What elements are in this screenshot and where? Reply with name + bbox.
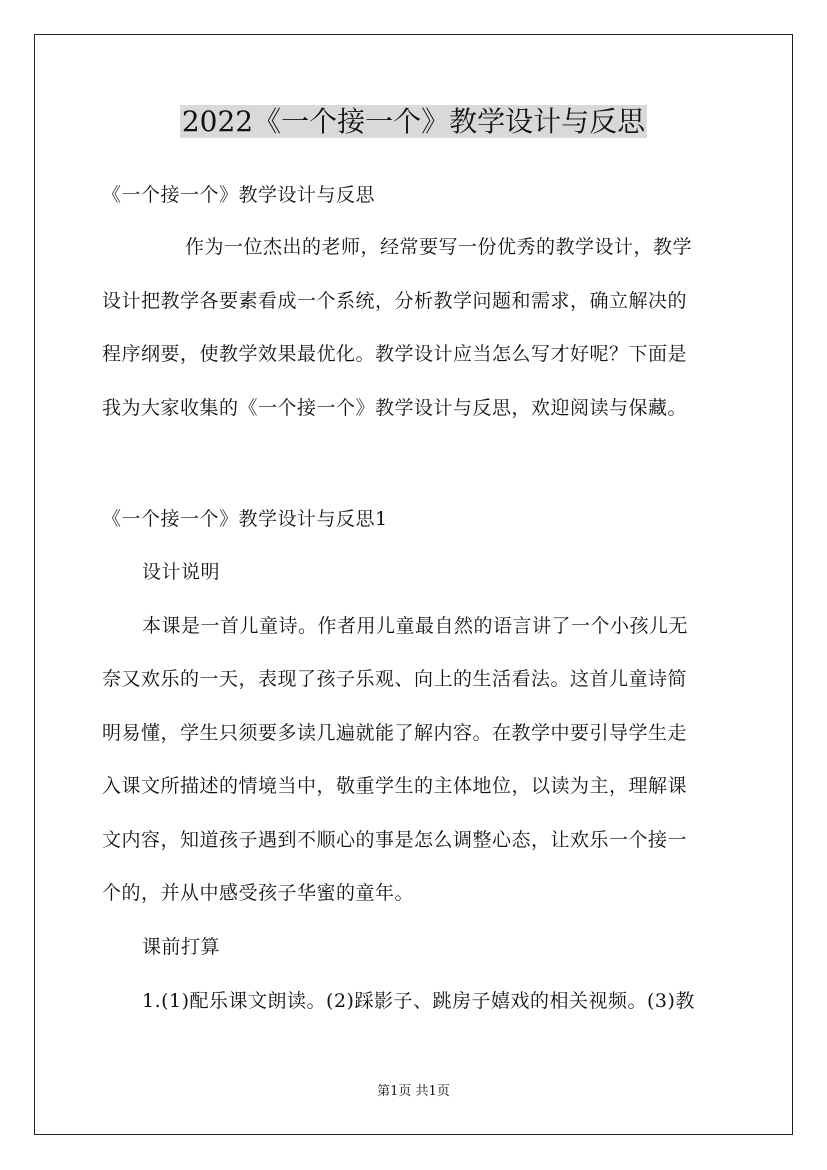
design-line-2: 奈又欢乐的一天，表现了孩子乐观、向上的生活看法。这首儿童诗简 [102, 668, 688, 690]
document-title [0, 100, 827, 144]
document-title-text: 2022《一个接一个》教学设计与反思 [181, 105, 646, 138]
design-label: 设计说明 [142, 561, 221, 583]
intro-line-4: 我为大家收集的《一个接一个》教学设计与反思，欢迎阅读与保藏。 [102, 397, 688, 419]
section-heading: 《一个接一个》教学设计与反思1 [102, 508, 388, 530]
prep-label: 课前打算 [142, 936, 221, 958]
design-line-6: 个的，并从中感受孩子华蜜的童年。 [102, 882, 415, 904]
intro-line-3: 程序纲要，使教学效果最优化。教学设计应当怎么写才好呢？下面是 [102, 343, 688, 365]
design-line-3: 明易懂，学生只须要多读几遍就能了解内容。在教学中要引导学生走 [102, 722, 688, 744]
page-footer: 第1页 共1页 [377, 1084, 450, 1099]
intro-line-2: 设计把教学各要素看成一个系统，分析教学问题和需求，确立解决的 [102, 290, 688, 312]
intro-line-1: 作为一位杰出的老师，经常要写一份优秀的教学设计，教学 [185, 236, 693, 258]
design-line-4: 入课文所描述的情境当中，敬重学生的主体地位，以读为主，理解课 [102, 775, 688, 797]
design-line-1: 本课是一首儿童诗。作者用儿童最自然的语言讲了一个小孩儿无 [142, 615, 689, 637]
design-line-5: 文内容，知道孩子遇到不顺心的事是怎么调整心态，让欢乐一个接一 [102, 829, 688, 851]
prep-line-1: 1.(1)配乐课文朗读。(2)踩影子、跳房子嬉戏的相关视频。(3)教 [142, 990, 695, 1012]
document-subtitle: 《一个接一个》教学设计与反思 [102, 184, 376, 206]
